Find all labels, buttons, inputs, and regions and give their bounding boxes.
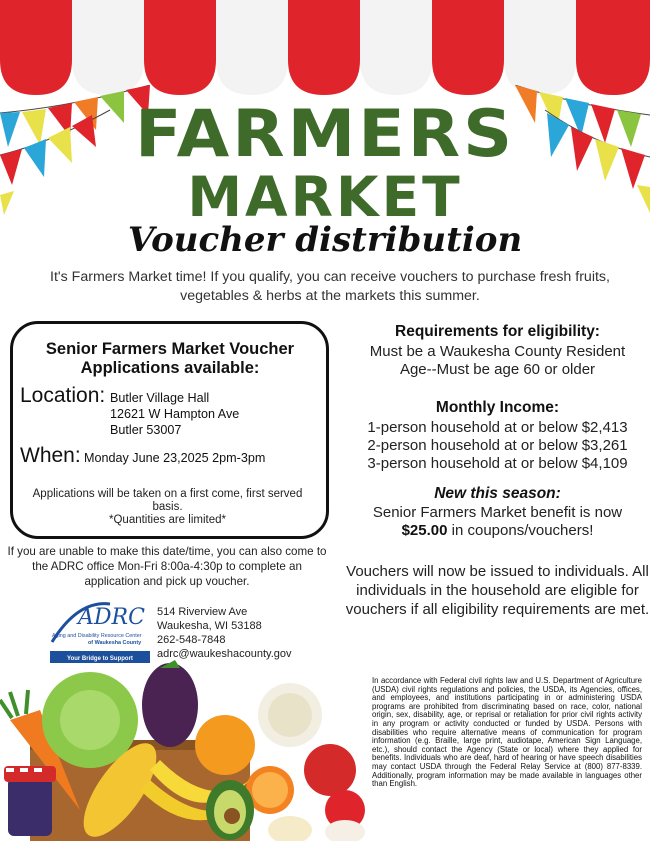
location-line: Butler 53007: [110, 423, 182, 437]
adrc-contact: [157, 605, 291, 661]
box-title: Senior Farmers Market Voucher Applications available:: [45, 340, 295, 377]
income-row: 3-person household at or below $4,109: [367, 455, 628, 472]
location-line: 12621 W Hampton Ave: [110, 407, 240, 421]
new-season-line: Senior Farmers Market benefit is now: [372, 504, 623, 521]
income-row: 2-person household at or below $3,261: [367, 437, 628, 454]
usda-nondiscrimination-statement: In accordance with Federal civil rights law and U.S. Department of Agriculture (USDA) civil rights regulations and policies, the USDA, its Agencies, offices, and employees, and institutions participating in or administering USDA programs are prohibited from discriminating based on race, color, national origin, sex, disability, age, or reprisal or retaliation for prior civil rights activity in any program or activity conducted or funded by USDA. Persons with disabilities who require alternative means of communication for program information (e.g. Braille, large print, audiotape, American Sign Language, etc.), should contact the Agency (State or local) where they applied for benefits. Individuals who are deaf, hard of hearing or have speech disabilities may contact USDA through the Federal Relay Service at (800) 877-8339. Additionally, program information may be made available in languages other than English.: [372, 676, 642, 789]
income-heading: Monthly Income:: [435, 399, 560, 416]
adrc-address-line1: 514 Riverview Ave: [157, 606, 248, 618]
requirements-heading: Requirements for eligibility:: [395, 323, 600, 340]
adrc-tagline: Your Bridge to Support: [67, 656, 133, 662]
applications-note-line: Applications will be taken on a first come, first served basis.: [32, 488, 303, 513]
applications-note: [20, 488, 315, 527]
alternate-date-note: If you are unable to make this date/time, you can also come to the ADRC office Mon-Fri 8:00a-4:30p to complete an application and pick up voucher.: [7, 545, 327, 588]
benefit-amount-suffix: in coupons/vouchers!: [447, 522, 594, 539]
adrc-logo-text: ADRC: [78, 605, 145, 630]
income-row: 1-person household at or below $2,413: [367, 419, 628, 436]
adrc-logo-county: of Waukesha County: [88, 640, 142, 646]
vouchers-individuals-note: Vouchers will now be issued to individuals. All individuals in the household are eligible for vouchers if all eligibility requirements are met.: [345, 563, 650, 618]
location-label: Location:: [20, 384, 106, 407]
location-line: Butler Village Hall: [110, 391, 210, 405]
new-season-amount-line: [345, 522, 650, 539]
intro-paragraph: It's Farmers Market time! If you qualify, you can receive vouchers to purchase fresh fruits, vegetables & herbs at the markets this summer.: [50, 269, 610, 304]
subtitle-voucher-distribution: Voucher distribution: [127, 220, 523, 260]
when-value: Monday June 23,2025 2pm-3pm: [84, 451, 266, 465]
adrc-logo-subtitle: Aging and Disability Resource Center: [52, 633, 142, 639]
location-address: [110, 390, 239, 438]
adrc-address-line2: Waukesha, WI 53188: [157, 620, 262, 632]
adrc-phone: 262-548-7848: [157, 634, 226, 646]
requirement-residency: Must be a Waukesha County Resident: [369, 343, 626, 360]
quantities-limited-note: *Quantities are limited*: [109, 514, 226, 526]
when-label: When:: [20, 444, 81, 467]
title-market: MARKET: [187, 165, 463, 229]
vegetables-illustration: [0, 660, 370, 841]
title-farmers: FARMERS: [134, 97, 516, 173]
benefit-amount: $25.00: [401, 522, 448, 539]
requirement-age: Age--Must be age 60 or older: [399, 361, 596, 378]
adrc-logo: [48, 598, 152, 664]
adrc-email: adrc@waukeshacounty.gov: [157, 648, 292, 660]
new-season-heading: New this season:: [434, 485, 561, 502]
